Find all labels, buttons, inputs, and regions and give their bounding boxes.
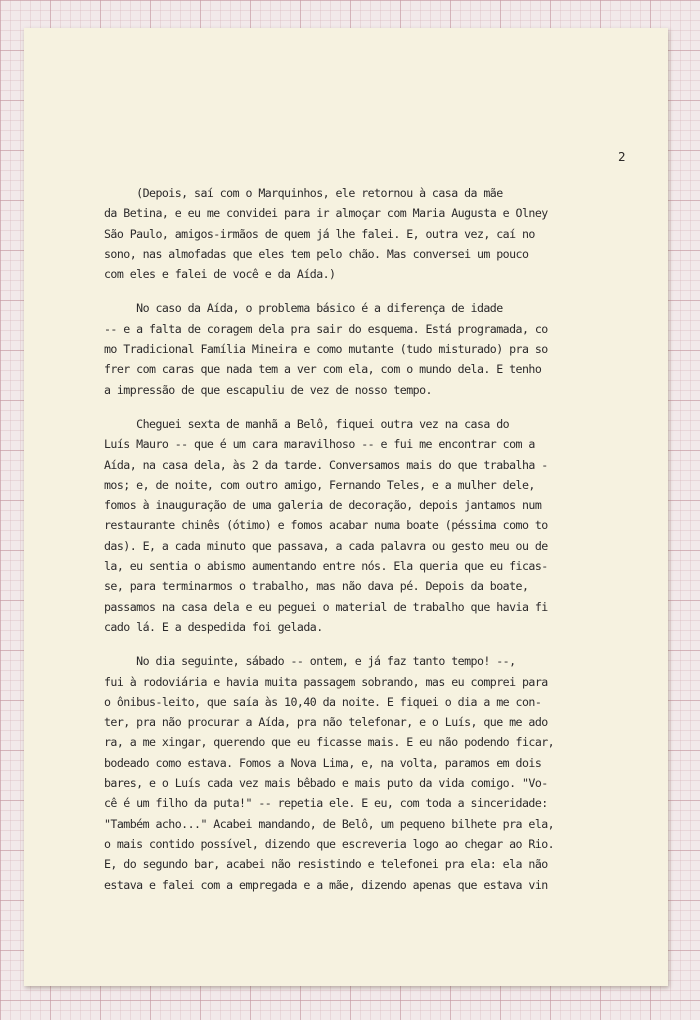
text-line: fui à rodoviária e havia muita passagem sobrando, mas eu comprei para xyxy=(104,674,548,689)
text-line: cê é um filho da puta!" -- repetia ele. E eu, com toda a sinceridade: xyxy=(104,796,548,811)
text-line: mos; e, de noite, com outro amigo, Fernando Teles, e a mulher dele, xyxy=(104,477,535,492)
text-line: a impressão de que escapuliu de vez de nosso tempo. xyxy=(104,382,432,397)
text-line: Luís Mauro -- que é um cara maravilhoso -- e fui me encontrar com a xyxy=(104,437,535,452)
text-line: estava e falei com a empregada e a mãe, dizendo apenas que estava vin xyxy=(104,877,548,892)
text-line: se, para terminarmos o trabalho, mas não dava pé. Depois da boate, xyxy=(104,579,529,594)
text-line: da Betina, e eu me convidei para ir almoçar com Maria Augusta e Olney xyxy=(104,206,548,221)
text-line: das). E, a cada minuto que passava, a cada palavra ou gesto meu ou de xyxy=(104,538,548,553)
paragraph-gap xyxy=(104,284,664,298)
text-line: cado lá. E a despedida foi gelada. xyxy=(104,619,323,634)
text-line: São Paulo, amigos-irmãos de quem já lhe falei. E, outra vez, caí no xyxy=(104,226,535,241)
text-line: No caso da Aída, o problema básico é a diferença de idade xyxy=(104,301,503,316)
text-line: ra, a me xingar, querendo que eu ficasse mais. E eu não podendo ficar, xyxy=(104,735,555,750)
text-line: "Também acho..." Acabei mandando, de Belô, um pequeno bilhete pra ela, xyxy=(104,816,555,831)
text-line: mo Tradicional Família Mineira e como mutante (tudo misturado) pra so xyxy=(104,342,548,357)
text-line: fomos à inauguração de uma galeria de decoração, depois jantamos num xyxy=(104,498,542,513)
paragraph-gap xyxy=(104,400,664,414)
paragraph-gap xyxy=(104,637,664,651)
text-line: bares, e o Luís cada vez mais bêbado e mais puto da vida comigo. "Vo- xyxy=(104,776,548,791)
text-line: -- e a falta de coragem dela pra sair do esquema. Está programada, co xyxy=(104,321,548,336)
text-line: (Depois, saí com o Marquinhos, ele retornou à casa da mãe xyxy=(104,186,503,200)
typewritten-page xyxy=(24,28,668,986)
text-line: frer com caras que nada tem a ver com ela, com o mundo dela. E tenho xyxy=(104,362,542,377)
text-line: passamos na casa dela e eu peguei o material de trabalho que havia fi xyxy=(104,599,548,614)
text-line: restaurante chinês (ótimo) e fomos acabar numa boate (péssima como to xyxy=(104,518,548,533)
text-line: o ônibus-leito, que saía às 10,40 da noite. E fiquei o dia a me con- xyxy=(104,694,542,709)
text-line: com eles e falei de você e da Aída.) xyxy=(104,267,336,282)
text-line: E, do segundo bar, acabei não resistindo e telefonei pra ela: ela não xyxy=(104,857,548,872)
text-line: sono, nas almofadas que eles tem pelo chão. Mas conversei um pouco xyxy=(104,246,529,261)
text-line: bodeado como estava. Fomos a Nova Lima, e, na volta, paramos em dois xyxy=(104,755,542,770)
text-line: Aída, na casa dela, às 2 da tarde. Conversamos mais do que trabalha - xyxy=(104,457,548,472)
text-line: la, eu sentia o abismo aumentando entre nós. Ela queria que eu ficas- xyxy=(104,559,548,574)
text-line: Cheguei sexta de manhã a Belô, fiquei outra vez na casa do xyxy=(104,416,510,431)
text-line: ter, pra não procurar a Aída, pra não telefonar, e o Luís, que me ado xyxy=(104,715,548,730)
page-number: 2 xyxy=(618,149,626,164)
text-line: No dia seguinte, sábado -- ontem, e já faz tanto tempo! --, xyxy=(104,654,516,669)
letter-body xyxy=(104,183,664,895)
text-line: o mais contido possível, dizendo que escreveria logo ao chegar ao Rio. xyxy=(104,836,555,851)
